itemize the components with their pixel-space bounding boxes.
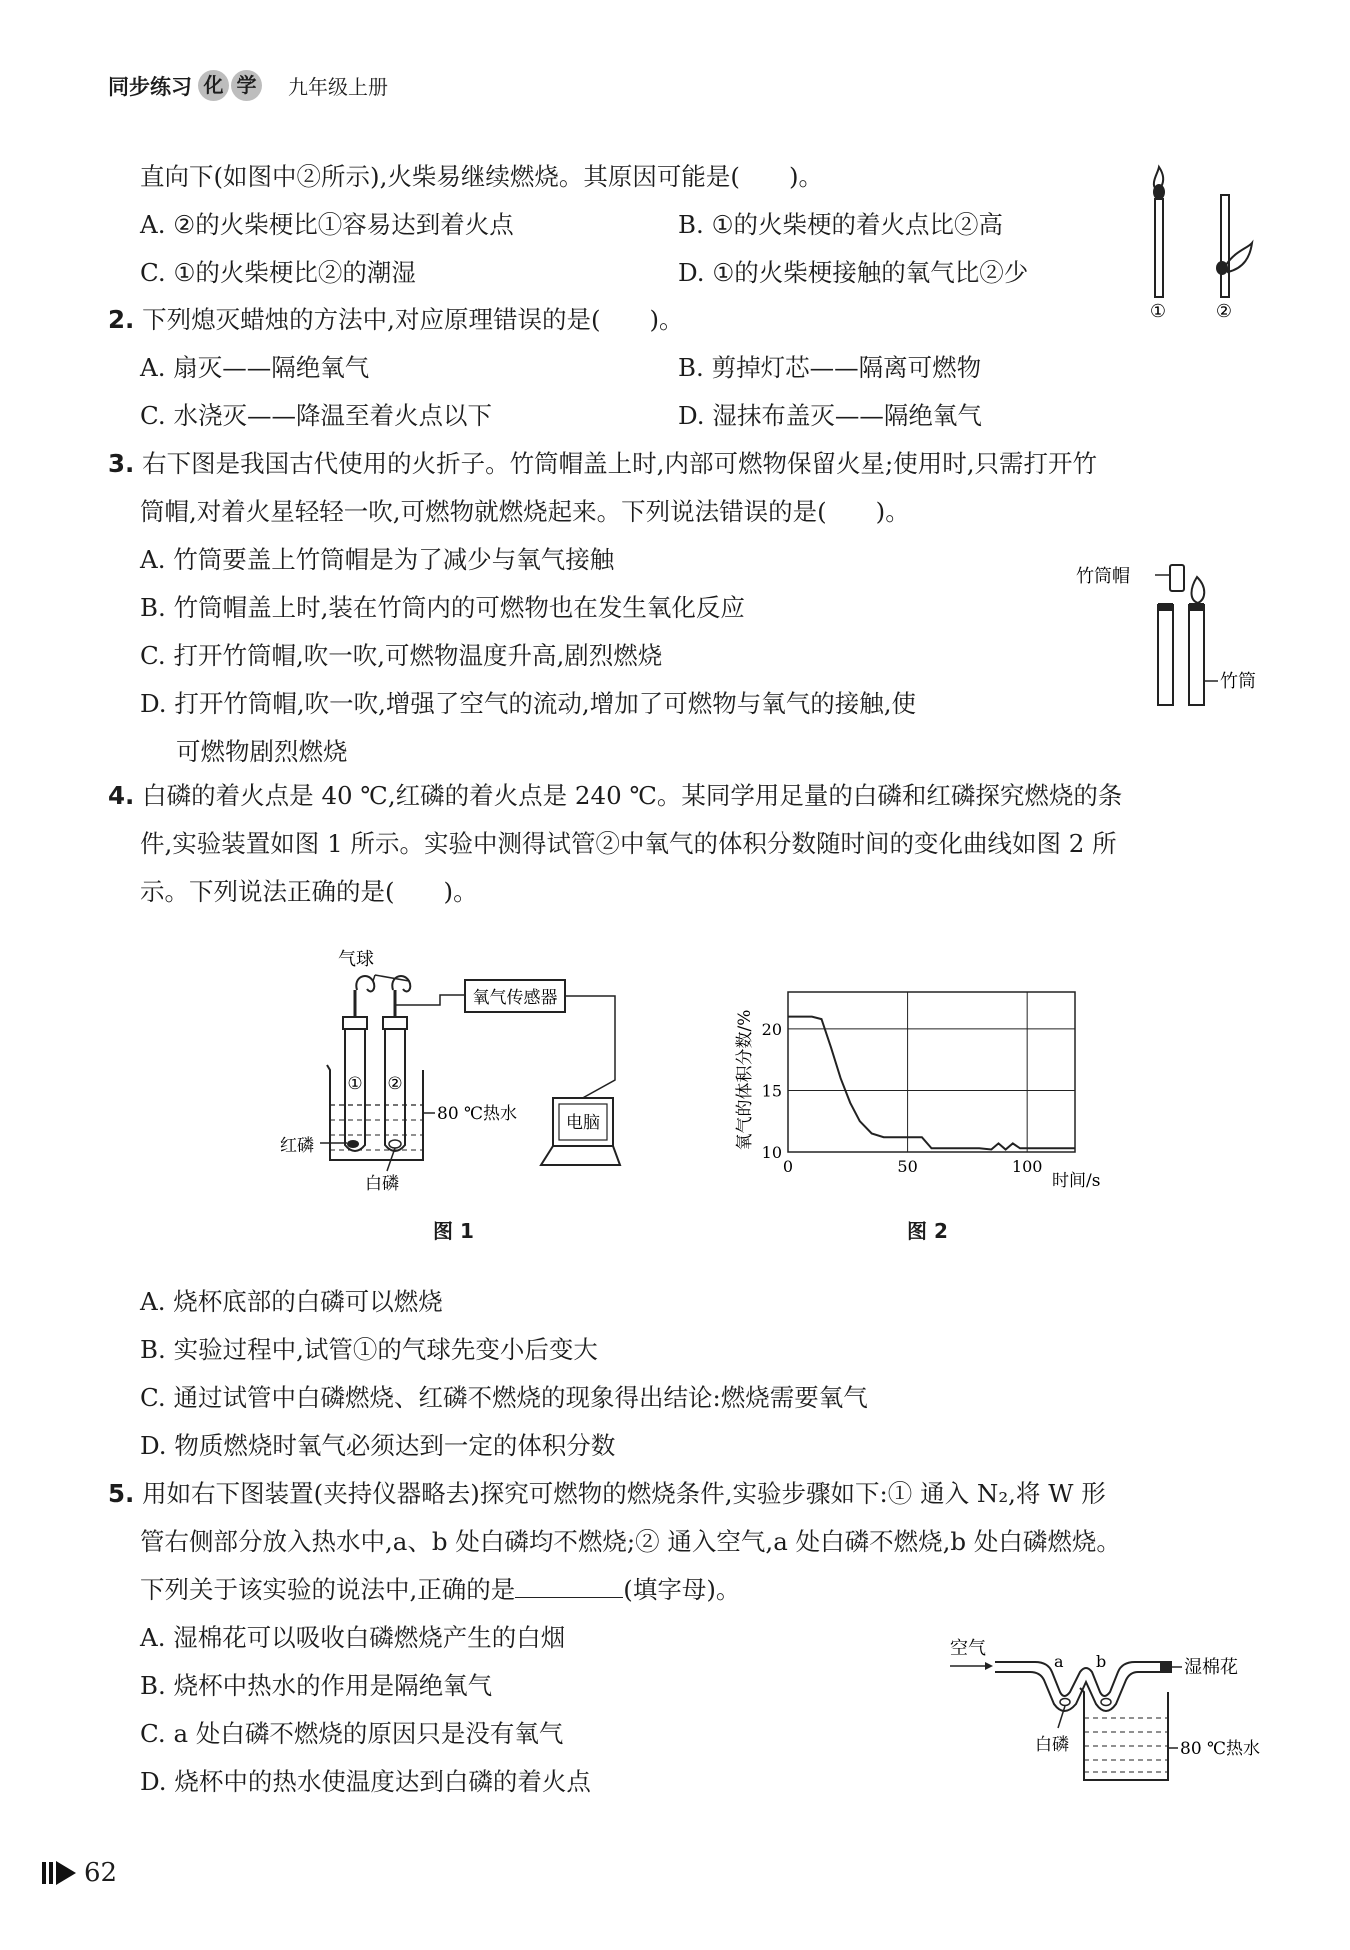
red-phosphorus-label: 红磷 xyxy=(280,1136,314,1156)
hot-water-label: 80 ℃热水 xyxy=(437,1104,518,1124)
match-label-2: ② xyxy=(1215,301,1233,322)
balloon-label: 气球 xyxy=(338,949,374,970)
q4-option-d[interactable]: D. 物质燃烧时氧气必须达到一定的体积分数 xyxy=(140,1431,616,1460)
bamboo-cap-label: 竹筒帽 xyxy=(1076,566,1130,587)
q5-option-c[interactable]: C. a 处白磷不燃烧的原因只是没有氧气 xyxy=(140,1719,564,1748)
tube-2-label: ② xyxy=(387,1074,403,1094)
q3-option-d-cont: 可燃物剧烈燃烧 xyxy=(176,737,348,766)
q5-option-a[interactable]: A. 湿棉花可以吸收白磷燃烧产生的白烟 xyxy=(140,1623,566,1652)
q3-option-a[interactable]: A. 竹筒要盖上竹筒帽是为了减少与氧气接触 xyxy=(140,545,615,574)
q3-stem-1 xyxy=(108,447,1097,481)
white-phosphorus-label: 白磷 xyxy=(365,1174,399,1194)
w-hot-water-label: 80 ℃热水 xyxy=(1180,1739,1261,1759)
page-header xyxy=(108,70,388,101)
oxygen-sensor-label: 氧气传感器 xyxy=(472,988,558,1008)
bamboo-tube-label: 竹筒 xyxy=(1220,671,1256,692)
oxygen-series-line xyxy=(788,1017,1075,1150)
q4-stem-2: 件,实验装置如图 1 所示。实验中测得试管②中氧气的体积分数随时间的变化曲线如图 2 所 xyxy=(140,829,1117,858)
tube-1-label: ① xyxy=(347,1074,363,1094)
y-tick-label: 20 xyxy=(761,1019,782,1039)
q1-stem: 直向下(如图中②所示),火柴易继续燃烧。其原因可能是( )。 xyxy=(140,162,824,191)
figure-2-oxygen-chart xyxy=(730,980,1130,1195)
q5-option-b[interactable]: B. 烧杯中热水的作用是隔绝氧气 xyxy=(140,1671,493,1700)
fire-starter-figure xyxy=(1070,555,1270,715)
q4-option-c[interactable]: C. 通过试管中白磷燃烧、红磷不燃烧的现象得出结论:燃烧需要氧气 xyxy=(140,1383,868,1412)
x-tick-label: 50 xyxy=(897,1157,918,1176)
q2-option-a[interactable]: A. 扇灭——隔绝氧气 xyxy=(140,353,370,382)
q1-option-b[interactable]: B. ①的火柴梗的着火点比②高 xyxy=(678,210,1004,239)
subject-badge-1: 化 xyxy=(198,70,229,101)
q3-number: 3. xyxy=(108,449,135,478)
y-tick-label: 15 xyxy=(761,1081,782,1101)
x-tick-label: 100 xyxy=(1011,1157,1043,1176)
page-footer xyxy=(42,1858,117,1888)
air-label: 空气 xyxy=(950,1638,986,1659)
q2-stem xyxy=(108,303,684,337)
point-a-label: a xyxy=(1054,1652,1064,1671)
figure-1-caption: 图 1 xyxy=(433,1219,474,1243)
x-tick-label: 0 xyxy=(782,1157,794,1176)
q3-option-b[interactable]: B. 竹筒帽盖上时,装在竹筒内的可燃物也在发生氧化反应 xyxy=(140,593,745,622)
page-number: 62 xyxy=(84,1858,118,1888)
q1-option-d[interactable]: D. ①的火柴梗接触的氧气比②少 xyxy=(678,258,1029,287)
w-white-phosphorus-label: 白磷 xyxy=(1035,1735,1069,1755)
q2-option-d[interactable]: D. 湿抹布盖灭——隔绝氧气 xyxy=(678,401,982,430)
q2-text: 下列熄灭蜡烛的方法中,对应原理错误的是( )。 xyxy=(142,305,684,334)
book-title: 同步练习 xyxy=(108,74,192,99)
q3-option-d[interactable]: D. 打开竹筒帽,吹一吹,增强了空气的流动,增加了可燃物与氧气的接触,使 xyxy=(140,689,916,718)
subject-badge-2: 学 xyxy=(231,70,262,101)
x-axis-label: 时间/s xyxy=(1052,1171,1101,1191)
q2-option-c[interactable]: C. 水浇灭——降温至着火点以下 xyxy=(140,401,492,430)
q1-option-a[interactable]: A. ②的火柴梗比①容易达到着火点 xyxy=(140,210,514,239)
play-arrow-icon xyxy=(56,1861,76,1885)
q3-stem-2: 筒帽,对着火星轻轻一吹,可燃物就燃烧起来。下列说法错误的是( )。 xyxy=(140,497,910,526)
q2-number: 2. xyxy=(108,305,135,334)
wet-cotton-label: 湿棉花 xyxy=(1184,1657,1238,1678)
q5-stem-2: 管右侧部分放入热水中,a、b 处白磷均不燃烧;② 通入空气,a 处白磷不燃烧,b 处白磷燃烧。 xyxy=(140,1527,1121,1556)
q5-text-3b: (填字母)。 xyxy=(623,1575,741,1604)
q4-stem-1 xyxy=(108,779,1122,813)
q4-option-a[interactable]: A. 烧杯底部的白磷可以燃烧 xyxy=(140,1287,443,1316)
q4-number: 4. xyxy=(108,781,135,810)
q2-option-b[interactable]: B. 剪掉灯芯——隔离可燃物 xyxy=(678,353,982,382)
match-figure xyxy=(1140,155,1260,325)
point-b-label: b xyxy=(1096,1652,1107,1671)
q4-option-b[interactable]: B. 实验过程中,试管①的气球先变小后变大 xyxy=(140,1335,598,1364)
q5-text-1: 用如右下图装置(夹持仪器略去)探究可燃物的燃烧条件,实验步骤如下:① 通入 N₂,将 W 形 xyxy=(142,1479,1106,1508)
q5-stem-3 xyxy=(140,1573,740,1607)
w-tube-figure xyxy=(940,1630,1270,1790)
grade-label: 九年级上册 xyxy=(288,75,388,99)
q5-answer-blank[interactable] xyxy=(515,1573,623,1598)
plot-frame xyxy=(788,992,1075,1152)
q5-text-3a: 下列关于该实验的说法中,正确的是 xyxy=(140,1575,516,1604)
figure-1-apparatus xyxy=(275,945,635,1195)
q3-option-c[interactable]: C. 打开竹筒帽,吹一吹,可燃物温度升高,剧烈燃烧 xyxy=(140,641,663,670)
q4-stem-3: 示。下列说法正确的是( )。 xyxy=(140,877,478,906)
match-label-1: ① xyxy=(1149,301,1167,322)
figure-2-caption: 图 2 xyxy=(907,1219,948,1243)
computer-label: 电脑 xyxy=(566,1113,600,1133)
q3-text-1: 右下图是我国古代使用的火折子。竹筒帽盖上时,内部可燃物保留火星;使用时,只需打开竹 xyxy=(142,449,1097,478)
y-axis-label: 氧气的体积分数/% xyxy=(735,1009,755,1151)
q5-option-d[interactable]: D. 烧杯中的热水使温度达到白磷的着火点 xyxy=(140,1767,591,1796)
q4-text-1: 白磷的着火点是 40 ℃,红磷的着火点是 240 ℃。某同学用足量的白磷和红磷探究燃烧的条 xyxy=(142,781,1123,810)
q5-stem-1 xyxy=(108,1477,1106,1511)
q1-option-c[interactable]: C. ①的火柴梗比②的潮湿 xyxy=(140,258,416,287)
y-tick-label: 10 xyxy=(761,1143,782,1162)
q5-number: 5. xyxy=(108,1479,135,1508)
